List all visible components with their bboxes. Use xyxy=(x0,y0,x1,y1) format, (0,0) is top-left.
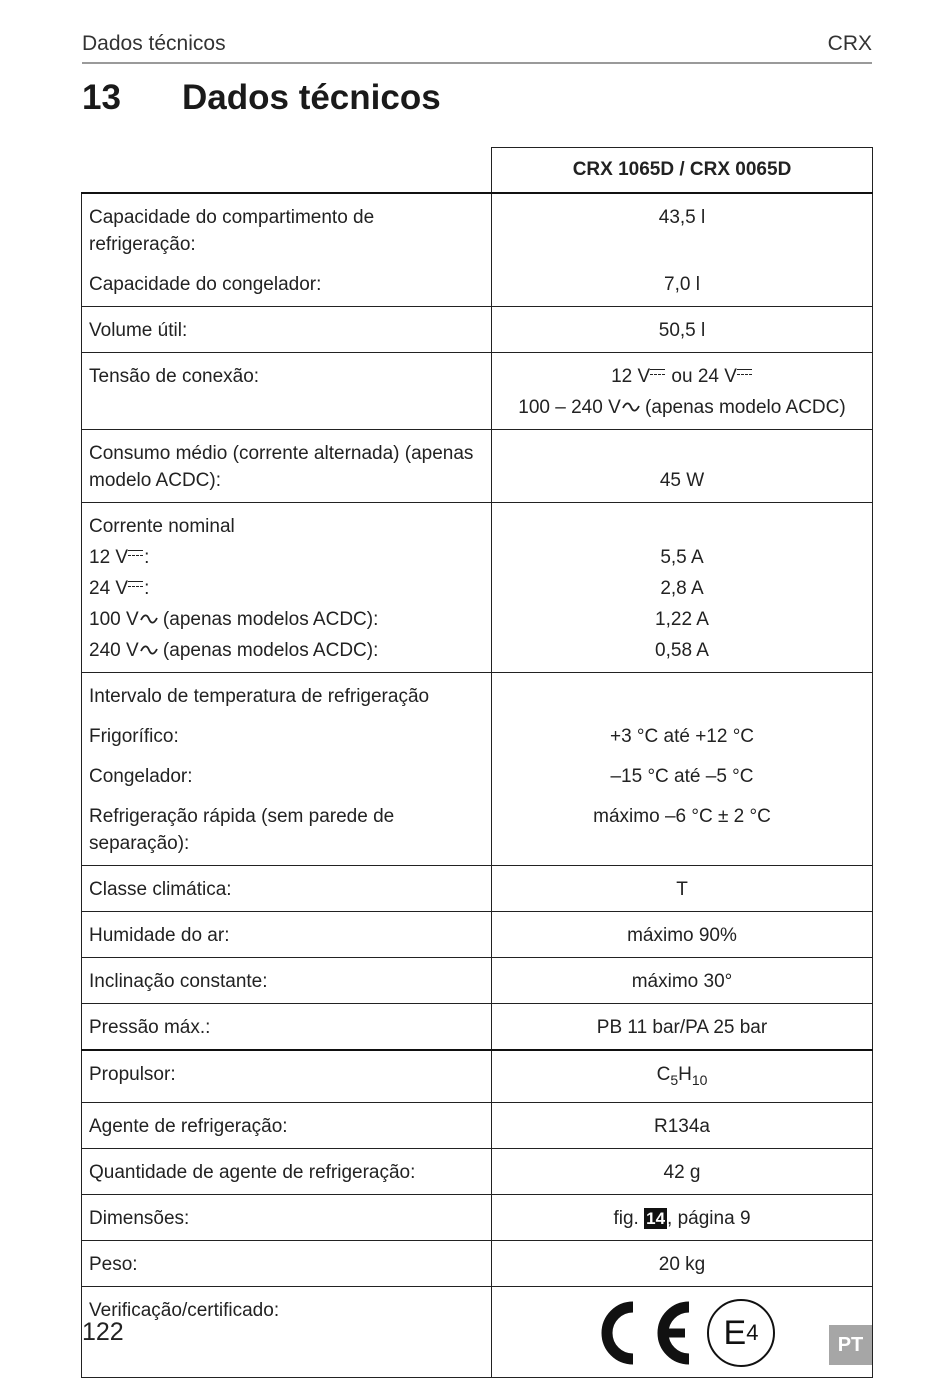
refrigerant-qty-value: 42 g xyxy=(663,1162,701,1183)
dimensions-value xyxy=(499,1205,865,1232)
propellant-h: H xyxy=(678,1064,692,1085)
ac-symbol-icon xyxy=(140,614,158,624)
table-row-tilt xyxy=(82,958,873,1004)
table-row-refrigerant-quantity xyxy=(82,1149,873,1195)
dimensions-label: Dimensões: xyxy=(89,1208,190,1229)
table-row-consumption xyxy=(82,430,873,503)
current-240-label xyxy=(89,637,484,664)
voltage-ac-note: (apenas modelo ACDC) xyxy=(639,397,846,418)
chapter-title: Dados técnicos xyxy=(182,78,441,117)
dimensions-fig-text: fig. xyxy=(613,1208,639,1229)
propellant-h-sub: 10 xyxy=(691,1072,708,1088)
current-title: Corrente nominal xyxy=(89,516,235,537)
pressure-label: Pressão máx.: xyxy=(89,1017,211,1038)
table-header-empty-cell xyxy=(82,148,492,194)
refrigerant-qty-label: Quantidade de agente de refrigeração: xyxy=(89,1162,416,1183)
refrigerant-value: R134a xyxy=(654,1116,710,1137)
table-row-humidity xyxy=(82,912,873,958)
temp-freezer-value: –15 °C até –5 °C xyxy=(610,766,754,787)
propellant-value xyxy=(499,1061,865,1094)
pressure-value: PB 11 bar/PA 25 bar xyxy=(596,1017,768,1038)
consumption-value: 45 W xyxy=(659,470,705,491)
temp-fast-label: Refrigeração rápida (sem parede de separação): xyxy=(89,806,395,854)
voltage-dc-24: ou 24 V xyxy=(666,366,737,387)
table-row-weight xyxy=(82,1241,873,1287)
table-row-temperature xyxy=(82,673,873,866)
table-row-voltage xyxy=(82,353,873,430)
figure-reference-badge: 14 xyxy=(646,1209,666,1228)
table-row-capacity xyxy=(82,193,873,307)
capacity-freezer-value: 7,0 l xyxy=(664,274,700,295)
tilt-value: máximo 30° xyxy=(631,971,733,992)
ac-symbol-icon xyxy=(140,645,158,655)
current-240-value: 0,58 A xyxy=(655,640,709,661)
weight-value: 20 kg xyxy=(658,1254,706,1275)
current-240-text: 240 V xyxy=(89,640,139,661)
propellant-label: Propulsor: xyxy=(89,1064,176,1085)
language-badge: PT xyxy=(829,1325,872,1365)
humidity-value: máximo 90% xyxy=(627,925,737,946)
temp-fridge-label: Frigorífico: xyxy=(89,726,179,747)
chapter-number: 13 xyxy=(82,78,121,117)
current-24-text: 24 V xyxy=(89,578,129,599)
current-12-text: 12 V xyxy=(89,547,129,568)
model-header: CRX 1065D / CRX 0065D xyxy=(492,148,873,194)
climate-label: Classe climática: xyxy=(89,879,232,900)
refrigerant-label: Agente de refrigeração: xyxy=(89,1116,288,1137)
table-row-current xyxy=(82,503,873,673)
capacity-fridge-label: Capacidade do compartimento de refrigeração: xyxy=(89,207,375,255)
current-24-value: 2,8 A xyxy=(660,578,704,599)
voltage-dc-12: 12 V xyxy=(611,366,651,387)
header-section-title: Dados técnicos xyxy=(82,32,226,55)
current-100-text: 100 V xyxy=(89,609,139,630)
dimensions-page-text: , página 9 xyxy=(667,1208,751,1229)
page-header xyxy=(82,30,872,64)
current-12-value: 5,5 A xyxy=(660,547,704,568)
weight-label: Peso: xyxy=(89,1254,138,1275)
temperature-title: Intervalo de temperatura de refrigeração xyxy=(89,686,430,707)
voltage-label: Tensão de conexão: xyxy=(89,366,260,387)
tilt-label: Inclinação constante: xyxy=(89,971,268,992)
dc-symbol-icon xyxy=(128,550,143,560)
voltage-ac-range: 100 – 240 V xyxy=(518,397,621,418)
table-row-refrigerant xyxy=(82,1103,873,1149)
current-12-label: 12 V : xyxy=(89,547,150,568)
current-100-note: (apenas modelos ACDC): xyxy=(157,609,379,630)
current-100-value: 1,22 A xyxy=(655,609,709,630)
current-24-label: 24 V : xyxy=(89,578,150,599)
voltage-dc-line xyxy=(499,363,865,390)
propellant-c-sub: 5 xyxy=(670,1072,679,1088)
volume-label: Volume útil: xyxy=(89,320,188,341)
dc-symbol-icon xyxy=(737,369,752,379)
technical-data-table xyxy=(81,147,873,1378)
table-row-climate xyxy=(82,866,873,912)
page-number: 122 xyxy=(82,1318,124,1346)
consumption-label: Consumo médio (corrente alternada) (apenas modelo ACDC): xyxy=(89,443,474,491)
capacity-freezer-label: Capacidade do congelador: xyxy=(89,274,322,295)
voltage-ac-line xyxy=(499,394,865,421)
e-mark-icon xyxy=(707,1299,775,1367)
table-row-certification xyxy=(82,1287,873,1378)
humidity-label: Humidade do ar: xyxy=(89,925,230,946)
e-mark-number: 4 xyxy=(746,1320,759,1345)
table-row-propellant xyxy=(82,1050,873,1103)
ce-mark-icon xyxy=(589,1300,693,1366)
certification-marks xyxy=(492,1287,872,1377)
table-row-volume xyxy=(82,307,873,353)
climate-value: T xyxy=(676,879,688,900)
current-100-label xyxy=(89,606,484,633)
certification-label: Verificação/certificado: xyxy=(89,1300,280,1321)
capacity-fridge-value: 43,5 l xyxy=(658,207,706,228)
dc-symbol-icon xyxy=(128,581,143,591)
temp-freezer-label: Congelador: xyxy=(89,766,193,787)
e-mark-letter: E xyxy=(723,1313,747,1352)
dc-symbol-icon xyxy=(650,369,665,379)
table-row-dimensions xyxy=(82,1195,873,1241)
header-product-name: CRX xyxy=(827,32,872,55)
temp-fridge-value: +3 °C até +12 °C xyxy=(609,726,755,747)
current-240-note: (apenas modelos ACDC): xyxy=(157,640,379,661)
volume-value: 50,5 l xyxy=(658,320,706,341)
propellant-c: C xyxy=(656,1064,671,1085)
table-row-pressure xyxy=(82,1004,873,1051)
temp-fast-value: máximo –6 °C ± 2 °C xyxy=(593,806,771,827)
ac-symbol-icon xyxy=(622,402,640,412)
